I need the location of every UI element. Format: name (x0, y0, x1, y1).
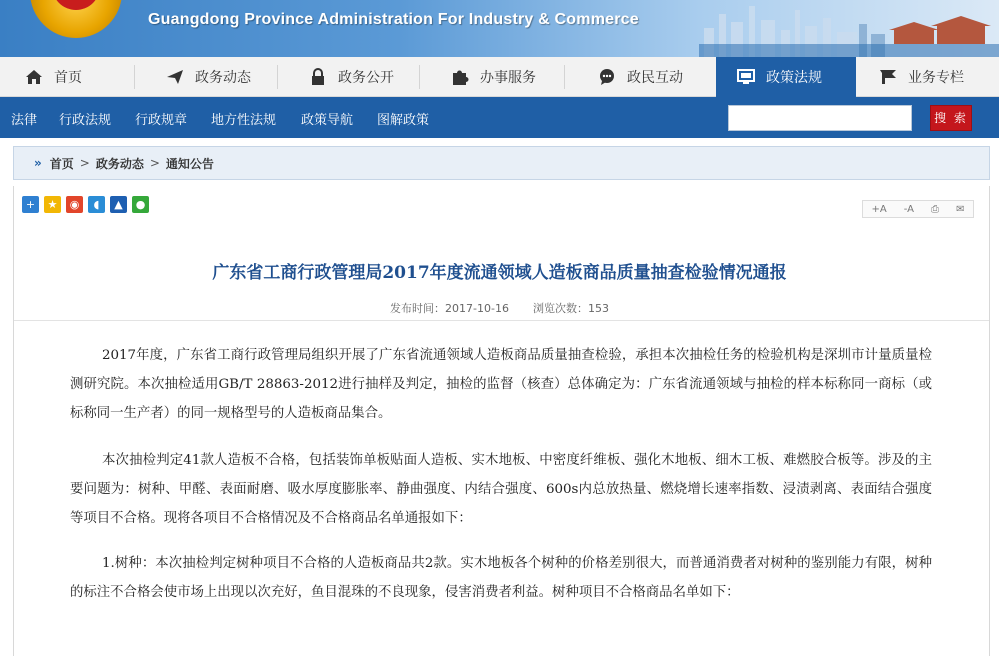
nav-services-label: 办事服务 (480, 70, 536, 86)
city-skyline-icon (699, 0, 999, 57)
publish-date: 2017-10-16 (445, 302, 509, 315)
subnav-law[interactable]: 法律 (11, 113, 38, 128)
nav-government-news[interactable] (135, 57, 278, 97)
email-icon[interactable]: ✉ (956, 203, 965, 215)
breadcrumb-arrow-icon: » (34, 156, 42, 170)
publish-label: 发布时间： (390, 302, 446, 315)
nav-business-column[interactable] (856, 57, 999, 97)
breadcrumb-government-news[interactable]: 政务动态 (95, 156, 144, 171)
share-wechat-icon[interactable]: ● (132, 196, 149, 213)
nav-business-column-label: 业务专栏 (908, 70, 964, 86)
search-button[interactable]: 搜 索 (930, 105, 972, 131)
home-icon (24, 67, 44, 87)
share-plus-icon[interactable]: + (22, 196, 39, 213)
breadcrumb-home[interactable]: 首页 (49, 156, 74, 171)
share-bar (22, 196, 149, 213)
breadcrumb-separator-icon: > (149, 156, 160, 170)
nav-policies-regulations[interactable] (716, 57, 856, 97)
monitor-icon (736, 67, 756, 87)
article-paragraph-2: 本次抽检判定41款人造板不合格，包括装饰单板贴面人造板、实木地板、中密度纤维板、强化木地板、细木工板、难燃胶合板等。涉及的主要问题为：树种、甲醛、表面耐磨、吸水厚度膨胀率、静曲强度、内结合强度、600s内总放热量、燃烧增长速率指数、浸渍剥离、表面结合强度等项目不合格。现将各项目不合格情况及不合格商品名单通报如下： (70, 453, 932, 526)
font-decrease-button[interactable]: -A (903, 203, 915, 215)
font-increase-button[interactable]: +A (871, 203, 887, 215)
site-banner (0, 0, 999, 57)
title-divider (14, 320, 989, 321)
print-icon[interactable]: ⎙ (931, 203, 940, 215)
lock-icon (308, 67, 328, 87)
main-navigation (0, 57, 999, 97)
nav-government-news-label: 政务动态 (195, 70, 251, 86)
subnav-administrative-regulations[interactable]: 行政法规 (59, 113, 112, 128)
puzzle-icon (450, 67, 470, 87)
national-emblem-icon (30, 0, 122, 38)
article-title: 广东省工商行政管理局2017年度流通领域人造板商品质量抽查检验情况通报 (212, 263, 787, 283)
chat-icon (597, 67, 617, 87)
nav-public-interaction[interactable] (565, 57, 716, 97)
share-qzone-icon[interactable]: ◖ (88, 196, 105, 213)
nav-policies-regulations-label: 政策法规 (766, 70, 822, 86)
flag-icon (878, 67, 898, 87)
article-paragraph-1: 2017年度，广东省工商行政管理局组织开展了广东省流通领域人造板商品质量抽查检验，承担本次抽检任务的检验机构是深圳市计量质量检测研究院。本次抽检适用GB/T 28863-2012进行抽样及判定，抽检的监督（核查）总体确定为：广东省流通领域与抽检的样本标称同一商标（或标称同一生产者）的同一规格型号的人造板商品集合。 (70, 348, 932, 421)
subnav-local-regulations[interactable]: 地方性法规 (211, 113, 277, 128)
subnav-policy-navigation[interactable]: 政策导航 (301, 113, 354, 128)
breadcrumb-notices[interactable]: 通知公告 (165, 156, 214, 171)
article-tools (862, 200, 974, 218)
views-label: 浏览次数： (532, 302, 588, 315)
breadcrumb-separator-icon: > (79, 156, 90, 170)
article-paragraph-3: 1.树种：本次抽检判定树种项目不合格的人造板商品共2款。实木地板各个树种的价格差别很大，而普通消费者对树种的鉴别能力有限，树种的标注不合格会使市场上出现以次充好，鱼目混珠的不良现象，侵害消费者利益。树种项目不合格商品名单如下： (70, 556, 932, 600)
nav-government-affairs-label: 政务公开 (338, 70, 394, 86)
nav-services[interactable] (420, 57, 565, 97)
subnav-illustrated-policies[interactable]: 图解政策 (377, 113, 430, 128)
plane-icon (165, 67, 185, 87)
breadcrumb (13, 146, 990, 180)
views-count: 153 (587, 302, 609, 315)
share-renren-icon[interactable]: ▲ (110, 196, 127, 213)
nav-public-interaction-label: 政民互动 (627, 70, 683, 86)
share-weibo-icon[interactable]: ◉ (66, 196, 83, 213)
site-title: Guangdong Province Administration For Industry & Commerce (148, 11, 639, 28)
nav-home[interactable] (0, 57, 135, 97)
share-favorite-icon[interactable]: ★ (44, 196, 61, 213)
nav-home-label: 首页 (54, 70, 82, 86)
nav-government-affairs[interactable] (278, 57, 420, 97)
search-input[interactable] (728, 105, 912, 131)
subnav-administrative-rules[interactable]: 行政规章 (135, 113, 188, 128)
article-meta (0, 300, 999, 316)
